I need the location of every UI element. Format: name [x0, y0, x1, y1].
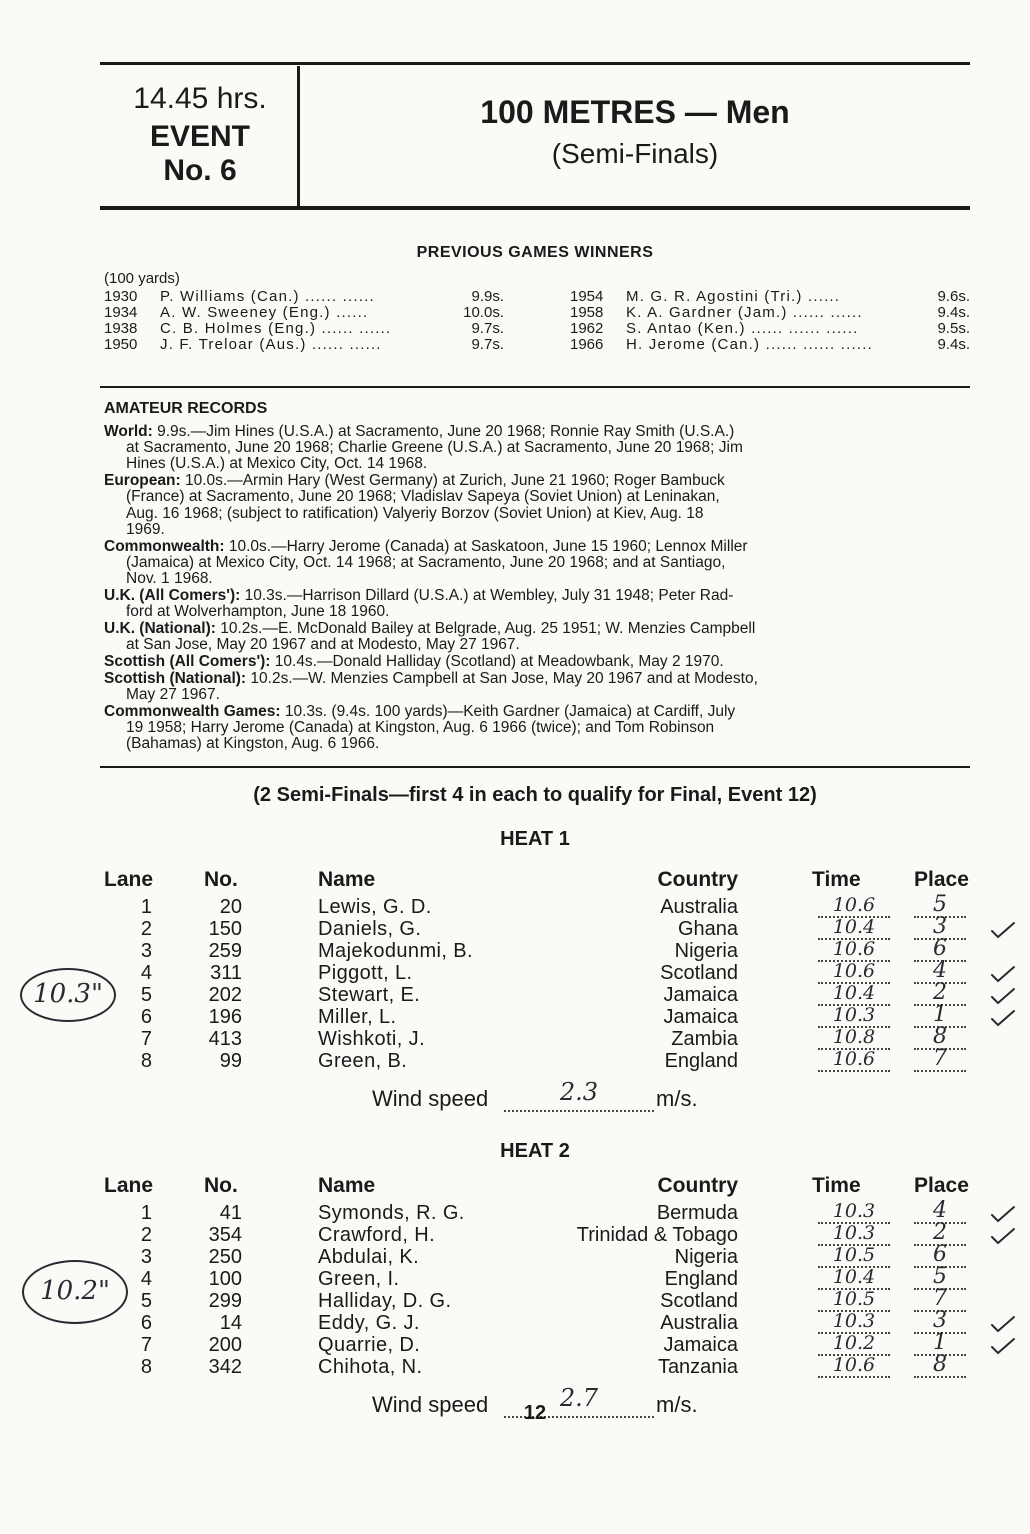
handwritten-time: 10.4 — [832, 916, 876, 938]
col-head-name: Name — [318, 1174, 376, 1197]
handwritten-place: 7 — [933, 1286, 947, 1311]
winner-time: 9.7s. — [471, 336, 504, 353]
lane-number: 3 — [140, 940, 152, 962]
record-entry — [104, 473, 974, 538]
record-entry — [104, 424, 974, 473]
record-text: (Jamaica) at Mexico City, Oct. 14 1968; at Sacramento, June 20 1968; and at Santiago, — [126, 553, 726, 571]
competitor-country: Jamaica — [663, 1334, 738, 1356]
check-mark-icon — [990, 920, 1016, 940]
handwritten-place: 5 — [933, 892, 947, 917]
event-time: 14.45 hrs. — [133, 82, 267, 115]
record-text: (Bahamas) at Kingston, Aug. 6 1966. — [126, 735, 380, 752]
handwritten-time: 10.6 — [832, 894, 876, 916]
competitor-number: 354 — [208, 1224, 242, 1246]
handwritten-place: 4 — [933, 1198, 947, 1223]
col-head-country: Country — [657, 1174, 738, 1197]
winner-time: 9.5s. — [937, 320, 970, 337]
competitor-number: 41 — [219, 1202, 242, 1224]
wind-speed-label: Wind speed — [372, 1086, 489, 1111]
handwritten-time: 10.6 — [832, 938, 876, 960]
page-number: 12 — [523, 1402, 547, 1424]
competitor-number: 99 — [219, 1050, 242, 1072]
col-head-country: Country — [657, 868, 738, 891]
qualify-note: (2 Semi-Finals—first 4 in each to qualify for Final, Event 12) — [253, 784, 817, 806]
handwritten-place: 7 — [933, 1046, 947, 1071]
winners-note: (100 yards) — [104, 270, 180, 287]
competitor-number: 100 — [208, 1268, 242, 1290]
lane-number: 6 — [140, 1006, 152, 1028]
winner-name: J. F. Treloar (Aus.) ...... ...... — [160, 336, 382, 353]
winner-name: C. B. Holmes (Eng.) ...... ...... — [160, 320, 392, 337]
winner-year: 1958 — [570, 304, 604, 321]
handwritten-annotation: 10.3" — [33, 979, 103, 1009]
competitor-name: Eddy, G. J. — [318, 1312, 420, 1334]
handwritten-place: 4 — [933, 958, 947, 983]
lane-number: 8 — [140, 1050, 152, 1072]
record-text: 1969. — [126, 520, 165, 538]
lane-number: 7 — [140, 1334, 152, 1356]
record-entry — [104, 621, 974, 653]
competitor-country: Scotland — [660, 1290, 738, 1312]
record-text: 19 1958; Harry Jerome (Canada) at Kingston, Aug. 6 1966 (twice); and Tom Robinson — [126, 718, 715, 736]
wind-speed-label: Wind speed — [372, 1392, 489, 1417]
handwritten-place: 2 — [933, 980, 947, 1005]
record-entry — [104, 588, 974, 620]
lane-number: 6 — [140, 1312, 152, 1334]
record-label: Commonwealth: — [104, 537, 225, 555]
handwritten-place: 6 — [933, 936, 947, 961]
record-text: May 27 1967. — [126, 685, 220, 703]
competitor-number: 14 — [219, 1312, 242, 1334]
winner-year: 1934 — [104, 304, 138, 321]
event-number: No. 6 — [163, 154, 237, 187]
winner-time: 9.4s. — [937, 336, 970, 353]
record-entry — [104, 654, 974, 670]
lane-number: 3 — [140, 1246, 152, 1268]
competitor-number: 299 — [208, 1290, 242, 1312]
check-mark-icon — [990, 1204, 1016, 1224]
record-label: Commonwealth Games: — [104, 702, 281, 720]
record-entry — [104, 704, 974, 753]
competitor-country: Scotland — [660, 962, 738, 984]
winner-year: 1938 — [104, 320, 138, 337]
record-text: at Sacramento, June 20 1968; Charlie Greene (U.S.A.) at Sacramento, June 20 1968; Jim — [126, 439, 743, 457]
col-head-place: Place — [914, 868, 969, 891]
winner-time: 9.9s. — [471, 288, 504, 305]
lane-number: 2 — [140, 1224, 152, 1246]
heat-title: HEAT 2 — [500, 1140, 570, 1162]
handwritten-place: 8 — [933, 1024, 947, 1049]
winner-time: 10.0s. — [463, 304, 504, 321]
lane-number: 1 — [140, 896, 152, 918]
lane-number: 8 — [140, 1356, 152, 1378]
competitor-country: Bermuda — [656, 1202, 738, 1224]
lane-number: 5 — [140, 984, 152, 1006]
record-entry — [104, 539, 974, 588]
event-title: 100 METRES — Men — [480, 94, 790, 130]
handwritten-time: 10.3 — [832, 1222, 876, 1244]
record-text: Aug. 16 1968; (subject to ratification) Valyeriy Borzov (Soviet Union) at Kiev, Aug. 18 — [126, 504, 704, 522]
winner-year: 1954 — [570, 288, 604, 305]
handwritten-place: 1 — [933, 1330, 947, 1355]
wind-dotted-line — [504, 1110, 654, 1112]
record-first-line — [104, 473, 974, 489]
competitor-name: Chihota, N. — [318, 1356, 423, 1378]
competitor-name: Wishkoti, J. — [318, 1028, 426, 1050]
competitor-number: 20 — [219, 896, 242, 918]
competitor-country: Nigeria — [674, 1246, 738, 1268]
competitor-country: Ghana — [677, 918, 738, 940]
check-mark-icon — [990, 1008, 1016, 1028]
check-mark-icon — [990, 1226, 1016, 1246]
wind-speed-unit: m/s. — [656, 1392, 698, 1417]
heat-title: HEAT 1 — [500, 828, 570, 850]
time-dotted-line — [818, 1376, 890, 1378]
competitor-number: 196 — [208, 1006, 242, 1028]
competitor-name: Piggott, L. — [318, 962, 413, 984]
competitor-country: England — [664, 1268, 738, 1290]
record-first-line — [104, 704, 974, 720]
col-head-time: Time — [812, 1174, 861, 1197]
competitor-name: Green, I. — [318, 1268, 400, 1290]
record-first-line — [104, 424, 974, 440]
lane-number: 5 — [140, 1290, 152, 1312]
competitor-name: Crawford, H. — [318, 1224, 436, 1246]
record-text: 10.2s.—E. McDonald Bailey at Belgrade, Aug. 25 1951; W. Menzies Campbell — [220, 619, 756, 637]
check-mark-icon — [990, 964, 1016, 984]
handwritten-wind-speed: 2.7 — [559, 1384, 599, 1412]
competitor-name: Abdulai, K. — [318, 1246, 420, 1268]
record-label: Scottish (National): — [104, 669, 247, 687]
competitor-number: 202 — [208, 984, 242, 1006]
col-head-time: Time — [812, 868, 861, 891]
handwritten-time: 10.3 — [832, 1200, 876, 1222]
col-head-place: Place — [914, 1174, 969, 1197]
winner-year: 1930 — [104, 288, 138, 305]
competitor-name: Majekodunmi, B. — [318, 940, 473, 962]
record-label: U.K. (National): — [104, 619, 216, 637]
handwritten-time: 10.4 — [832, 1266, 876, 1288]
lane-number: 1 — [140, 1202, 152, 1224]
competitor-country: Tanzania — [657, 1356, 738, 1378]
record-entry — [104, 671, 974, 703]
winner-name: K. A. Gardner (Jam.) ...... ...... — [626, 304, 863, 321]
handwritten-place: 6 — [933, 1242, 947, 1267]
handwritten-place: 8 — [933, 1352, 947, 1377]
record-label: U.K. (All Comers'): — [104, 586, 241, 604]
winner-time: 9.7s. — [471, 320, 504, 337]
competitor-number: 200 — [208, 1334, 242, 1356]
col-head-name: Name — [318, 868, 376, 891]
col-head-lane: Lane — [104, 1174, 154, 1197]
record-text: 10.3s.—Harrison Dillard (U.S.A.) at Wembley, July 31 1948; Peter Rad- — [244, 586, 734, 604]
records-rule — [100, 766, 970, 768]
competitor-country: Zambia — [671, 1028, 738, 1050]
handwritten-time: 10.6 — [832, 960, 876, 982]
handwritten-time: 10.6 — [832, 1048, 876, 1070]
check-mark-icon — [990, 1336, 1016, 1356]
winner-year: 1962 — [570, 320, 604, 337]
winner-time: 9.6s. — [937, 288, 970, 305]
handwritten-wind-speed: 2.3 — [559, 1078, 599, 1106]
competitor-name: Green, B. — [318, 1050, 408, 1072]
handwritten-place: 1 — [933, 1002, 947, 1027]
competitor-number: 259 — [208, 940, 242, 962]
winners-rule — [100, 386, 970, 388]
competitor-country: Jamaica — [663, 1006, 738, 1028]
record-label: European: — [104, 472, 181, 490]
record-text: Hines (U.S.A.) at Mexico City, Oct. 14 1968. — [126, 455, 428, 473]
record-label: World: — [104, 423, 153, 440]
record-first-line — [104, 654, 974, 670]
competitor-name: Halliday, D. G. — [318, 1290, 452, 1312]
record-first-line — [104, 671, 974, 687]
wind-speed-unit: m/s. — [656, 1086, 698, 1111]
competitor-number: 413 — [208, 1028, 242, 1050]
competitor-number: 342 — [208, 1356, 242, 1378]
competitor-name: Miller, L. — [318, 1006, 397, 1028]
handwritten-place: 3 — [933, 914, 947, 939]
handwritten-place: 5 — [933, 1264, 947, 1289]
winner-name: S. Antao (Ken.) ...... ...... ...... — [626, 320, 859, 337]
lane-number: 4 — [140, 1268, 152, 1290]
record-text: (France) at Sacramento, June 20 1968; Vladislav Sapeya (Soviet Union) at Leninakan, — [126, 488, 720, 506]
col-head-lane: Lane — [104, 868, 154, 891]
competitor-name: Daniels, G. — [318, 918, 422, 940]
record-text: ford at Wolverhampton, June 18 1960. — [126, 603, 390, 620]
competitor-name: Lewis, G. D. — [318, 896, 432, 918]
handwritten-place: 2 — [933, 1220, 947, 1245]
competitor-country: Australia — [660, 1312, 738, 1334]
record-text: 10.3s. (9.4s. 100 yards)—Keith Gardner (Jamaica) at Cardiff, July — [284, 702, 736, 720]
time-dotted-line — [818, 1070, 890, 1072]
previous-winners-heading: PREVIOUS GAMES WINNERS — [416, 244, 654, 261]
handwritten-time: 10.8 — [832, 1026, 876, 1048]
record-first-line — [104, 588, 974, 604]
handwritten-time: 10.5 — [832, 1288, 876, 1310]
record-text: 9.9s.—Jim Hines (U.S.A.) at Sacramento, June 20 1968; Ronnie Ray Smith (U.S.A.) — [157, 423, 735, 440]
handwritten-annotation: 10.2" — [40, 1276, 110, 1306]
competitor-number: 311 — [210, 962, 242, 984]
winner-name: A. W. Sweeney (Eng.) ...... — [160, 304, 369, 321]
competitor-name: Quarrie, D. — [318, 1334, 421, 1356]
competitor-number: 250 — [208, 1246, 242, 1268]
competitor-number: 150 — [208, 918, 242, 940]
lane-number: 2 — [140, 918, 152, 940]
competitor-country: Australia — [660, 896, 738, 918]
competitor-country: Jamaica — [663, 984, 738, 1006]
records-heading: AMATEUR RECORDS — [104, 400, 268, 417]
record-text: 10.0s.—Harry Jerome (Canada) at Saskatoon, June 15 1960; Lennox Miller — [228, 537, 748, 555]
competitor-country: England — [664, 1050, 738, 1072]
handwritten-time: 10.4 — [832, 982, 876, 1004]
record-text: Nov. 1 1968. — [126, 570, 213, 587]
event-subtitle: (Semi-Finals) — [551, 138, 719, 169]
lane-number: 4 — [140, 962, 152, 984]
check-mark-icon — [990, 1314, 1016, 1334]
winner-year: 1950 — [104, 336, 138, 353]
check-mark-icon — [990, 986, 1016, 1006]
record-first-line — [104, 539, 974, 555]
handwritten-time: 10.3 — [832, 1004, 876, 1026]
record-first-line — [104, 621, 974, 637]
winner-time: 9.4s. — [937, 304, 970, 321]
header-bottom-rule — [100, 206, 970, 210]
lane-number: 7 — [140, 1028, 152, 1050]
header-top-rule — [100, 62, 970, 65]
competitor-name: Symonds, R. G. — [318, 1202, 465, 1224]
handwritten-time: 10.5 — [832, 1244, 876, 1266]
event-label: EVENT — [149, 120, 251, 153]
winner-name: M. G. R. Agostini (Tri.) ...... — [626, 288, 841, 305]
record-text: 10.2s.—W. Menzies Campbell at San Jose, May 20 1967 and at Modesto, — [250, 669, 758, 687]
competitor-country: Trinidad & Tobago — [576, 1224, 738, 1246]
handwritten-time: 10.2 — [832, 1332, 876, 1354]
col-head-no: No. — [204, 868, 238, 891]
col-head-no: No. — [204, 1174, 238, 1197]
record-label: Scottish (All Comers'): — [104, 652, 271, 670]
winner-year: 1966 — [570, 336, 604, 353]
handwritten-time: 10.3 — [832, 1310, 876, 1332]
winner-name: H. Jerome (Can.) ...... ...... ...... — [626, 336, 873, 353]
handwritten-place: 3 — [933, 1308, 947, 1333]
record-text: at San Jose, May 20 1967 and at Modesto, May 27 1967. — [126, 636, 520, 653]
competitor-name: Stewart, E. — [318, 984, 421, 1006]
handwritten-time: 10.6 — [832, 1354, 876, 1376]
record-text: 10.0s.—Armin Hary (West Germany) at Zurich, June 21 1960; Roger Bambuck — [184, 472, 725, 490]
record-text: 10.4s.—Donald Halliday (Scotland) at Meadowbank, May 2 1970. — [274, 652, 724, 670]
competitor-country: Nigeria — [674, 940, 738, 962]
winner-name: P. Williams (Can.) ...... ...... — [160, 288, 375, 305]
